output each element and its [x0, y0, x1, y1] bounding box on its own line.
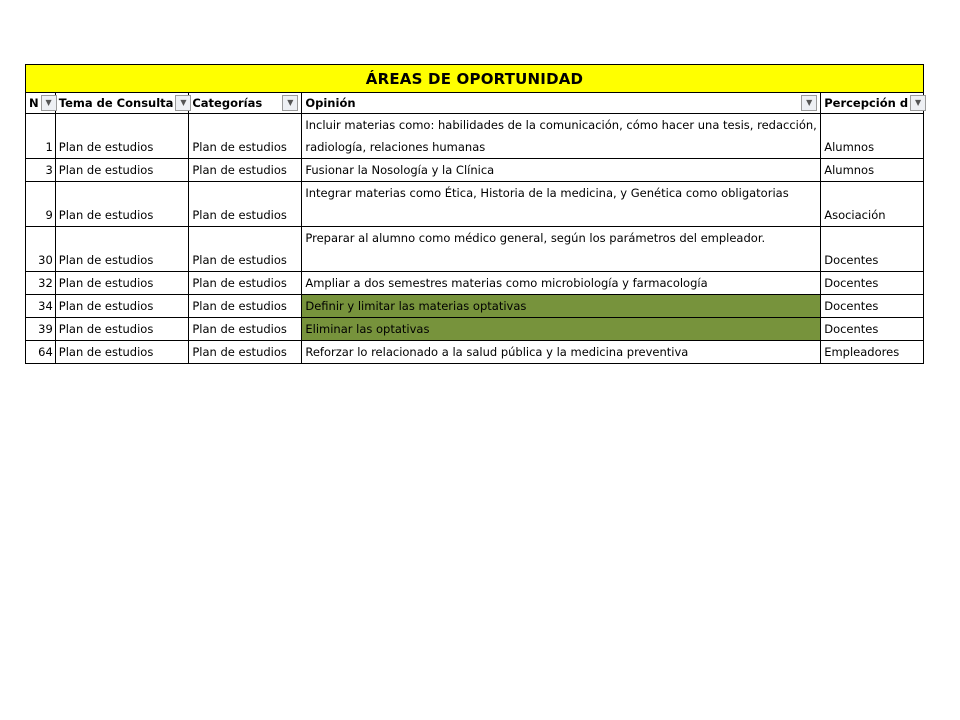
- cell-tema[interactable]: Plan de estudios: [55, 295, 189, 318]
- cell-percepcion[interactable]: Alumnos: [821, 159, 924, 182]
- filter-active-icon[interactable]: ▼: [282, 95, 298, 111]
- header-percepcion: Percepción d ▼: [821, 93, 924, 114]
- table-row: [26, 318, 924, 341]
- cell-n[interactable]: 3: [26, 159, 56, 182]
- cell-tema[interactable]: Plan de estudios: [55, 318, 189, 341]
- table-row: [26, 227, 924, 272]
- cell-n[interactable]: 9: [26, 182, 56, 227]
- cell-percepcion[interactable]: Docentes: [821, 272, 924, 295]
- header-categorias: Categorías ▼: [189, 93, 302, 114]
- filter-dropdown-icon[interactable]: ▼: [910, 95, 926, 111]
- cell-categoria[interactable]: Plan de estudios: [189, 159, 302, 182]
- cell-tema[interactable]: Plan de estudios: [55, 159, 189, 182]
- cell-categoria[interactable]: Plan de estudios: [189, 318, 302, 341]
- cell-opinion[interactable]: Preparar al alumno como médico general, según los parámetros del empleador.: [302, 227, 821, 272]
- cell-opinion[interactable]: Fusionar la Nosología y la Clínica: [302, 159, 821, 182]
- cell-percepcion[interactable]: Docentes: [821, 318, 924, 341]
- spreadsheet: [25, 64, 924, 364]
- filter-dropdown-icon[interactable]: ▼: [175, 95, 191, 111]
- cell-opinion[interactable]: Integrar materias como Ética, Historia de la medicina, y Genética como obligatorias: [302, 182, 821, 227]
- header-n: N ▼: [26, 93, 56, 114]
- header-opinion: Opinión ▼: [302, 93, 821, 114]
- sheet-title: ÁREAS DE OPORTUNIDAD: [25, 64, 924, 92]
- filter-dropdown-icon[interactable]: ▼: [801, 95, 817, 111]
- table-row: [26, 341, 924, 364]
- cell-n[interactable]: 39: [26, 318, 56, 341]
- cell-n[interactable]: 1: [26, 114, 56, 159]
- cell-categoria[interactable]: Plan de estudios: [189, 272, 302, 295]
- table-row: [26, 114, 924, 159]
- cell-percepcion[interactable]: Asociación: [821, 182, 924, 227]
- filter-dropdown-icon[interactable]: ▼: [41, 95, 57, 111]
- cell-percepcion[interactable]: Empleadores: [821, 341, 924, 364]
- opportunity-table: [25, 92, 924, 364]
- cell-n[interactable]: 34: [26, 295, 56, 318]
- cell-n[interactable]: 32: [26, 272, 56, 295]
- cell-categoria[interactable]: Plan de estudios: [189, 227, 302, 272]
- table-row: [26, 182, 924, 227]
- cell-categoria[interactable]: Plan de estudios: [189, 182, 302, 227]
- cell-percepcion[interactable]: Docentes: [821, 227, 924, 272]
- cell-tema[interactable]: Plan de estudios: [55, 272, 189, 295]
- cell-percepcion[interactable]: Docentes: [821, 295, 924, 318]
- cell-n[interactable]: 30: [26, 227, 56, 272]
- cell-tema[interactable]: Plan de estudios: [55, 182, 189, 227]
- cell-categoria[interactable]: Plan de estudios: [189, 114, 302, 159]
- cell-opinion[interactable]: Ampliar a dos semestres materias como microbiología y farmacología: [302, 272, 821, 295]
- header-row: [26, 93, 924, 114]
- cell-tema[interactable]: Plan de estudios: [55, 114, 189, 159]
- cell-n[interactable]: 64: [26, 341, 56, 364]
- cell-categoria[interactable]: Plan de estudios: [189, 341, 302, 364]
- table-row: [26, 159, 924, 182]
- cell-categoria[interactable]: Plan de estudios: [189, 295, 302, 318]
- cell-percepcion[interactable]: Alumnos: [821, 114, 924, 159]
- cell-opinion-highlighted[interactable]: Eliminar las optativas: [302, 318, 821, 341]
- cell-opinion-highlighted[interactable]: Definir y limitar las materias optativas: [302, 295, 821, 318]
- table-row: [26, 272, 924, 295]
- cell-opinion[interactable]: Incluir materias como: habilidades de la comunicación, cómo hacer una tesis, redacción, radiología, relaciones humanas: [302, 114, 821, 159]
- cell-tema[interactable]: Plan de estudios: [55, 227, 189, 272]
- header-tema: Tema de Consulta ▼: [55, 93, 189, 114]
- cell-tema[interactable]: Plan de estudios: [55, 341, 189, 364]
- cell-opinion[interactable]: Reforzar lo relacionado a la salud pública y la medicina preventiva: [302, 341, 821, 364]
- table-row: [26, 295, 924, 318]
